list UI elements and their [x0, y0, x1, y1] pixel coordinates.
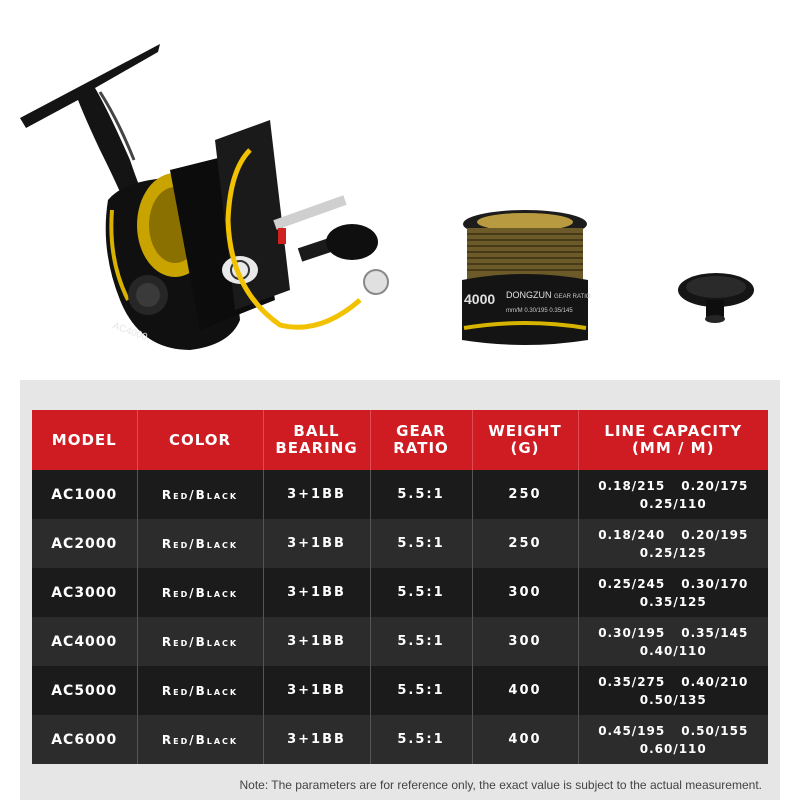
bearing-cell: 3+1BB [263, 715, 370, 764]
header-weight: WEIGHT (G) [472, 410, 578, 470]
capacity-cell: 0.30/195 0.35/145 0.40/110 [578, 617, 768, 666]
ratio-cell: 5.5:1 [370, 568, 472, 617]
header-model: MODEL [32, 410, 137, 470]
handle-knob-image [668, 262, 768, 332]
weight-cell: 400 [472, 666, 578, 715]
ratio-cell: 5.5:1 [370, 519, 472, 568]
capacity-cell: 0.18/240 0.20/195 0.25/125 [578, 519, 768, 568]
bearing-cell: 3+1BB [263, 568, 370, 617]
table-row [32, 666, 768, 715]
reel-model-label: AC4000 [110, 320, 149, 344]
spool-brand-label: DONGZUN [506, 290, 552, 300]
spec-table-panel [20, 380, 780, 800]
model-cell: AC2000 [32, 519, 137, 568]
product-photo [0, 0, 800, 380]
table-row [32, 519, 768, 568]
table-row [32, 617, 768, 666]
color-cell: Red/Black [137, 617, 263, 666]
model-cell: AC4000 [32, 617, 137, 666]
table-row [32, 568, 768, 617]
bearing-cell: 3+1BB [263, 617, 370, 666]
header-color: COLOR [137, 410, 263, 470]
color-cell: Red/Black [137, 568, 263, 617]
color-cell: Red/Black [137, 715, 263, 764]
weight-cell: 400 [472, 715, 578, 764]
model-cell: AC5000 [32, 666, 137, 715]
ratio-cell: 5.5:1 [370, 617, 472, 666]
capacity-cell: 0.18/215 0.20/175 0.25/110 [578, 470, 768, 519]
color-cell: Red/Black [137, 666, 263, 715]
weight-cell: 250 [472, 519, 578, 568]
model-cell: AC3000 [32, 568, 137, 617]
ratio-cell: 5.5:1 [370, 666, 472, 715]
spinning-reel-image [0, 0, 440, 380]
spec-table [32, 410, 768, 764]
header-ball-bearing: BALL BEARING [263, 410, 370, 470]
weight-cell: 300 [472, 617, 578, 666]
spool-size-label: 4000 [464, 291, 496, 307]
spool-gear-label: GEAR RATIO [554, 294, 591, 300]
bearing-cell: 3+1BB [263, 519, 370, 568]
header-gear-ratio: GEAR RATIO [370, 410, 472, 470]
weight-cell: 250 [472, 470, 578, 519]
spare-spool-image [450, 200, 600, 350]
ratio-cell: 5.5:1 [370, 470, 472, 519]
table-row [32, 715, 768, 764]
bearing-cell: 3+1BB [263, 470, 370, 519]
table-row [32, 470, 768, 519]
color-cell: Red/Black [137, 470, 263, 519]
capacity-cell: 0.45/195 0.50/155 0.60/110 [578, 715, 768, 764]
spool-capacity-label: mm/M 0.30/195 0.35/145 [506, 308, 573, 314]
capacity-cell: 0.35/275 0.40/210 0.50/135 [578, 666, 768, 715]
table-header-row [32, 410, 768, 470]
header-line-capacity: LINE CAPACITY (MM / M) [578, 410, 768, 470]
color-cell: Red/Black [137, 519, 263, 568]
reference-note: Note: The parameters are for reference only, the exact value is subject to the actual measurement. [239, 778, 762, 792]
model-cell: AC1000 [32, 470, 137, 519]
ratio-cell: 5.5:1 [370, 715, 472, 764]
capacity-cell: 0.25/245 0.30/170 0.35/125 [578, 568, 768, 617]
bearing-cell: 3+1BB [263, 666, 370, 715]
weight-cell: 300 [472, 568, 578, 617]
model-cell: AC6000 [32, 715, 137, 764]
